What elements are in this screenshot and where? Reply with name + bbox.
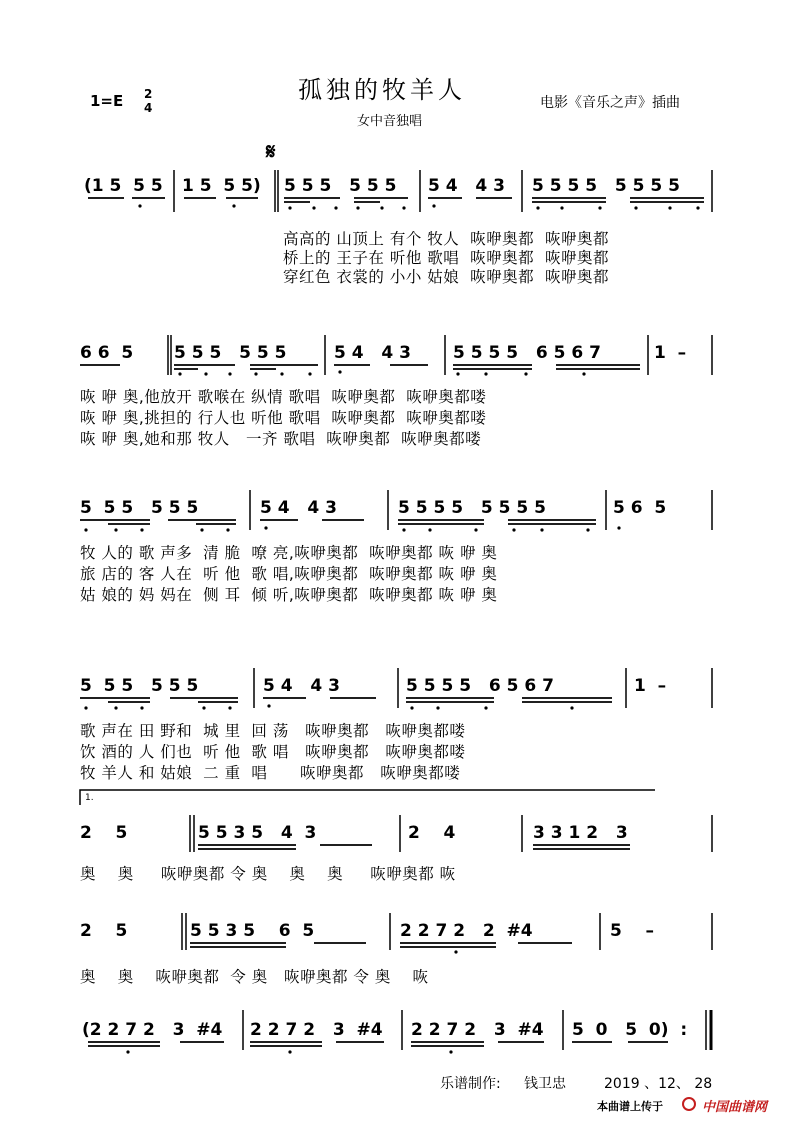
notes-s5-m1: 5 5 3 5 4 3 xyxy=(198,823,317,843)
notes-s4-m1: 5 4 4 3 xyxy=(263,676,340,696)
meter-denominator: 4 xyxy=(144,101,153,115)
notes-s2-m0: 6 6 5 xyxy=(80,343,134,363)
date: 2019 、12、 28 xyxy=(604,1076,713,1092)
notes-s5-m3: 3 3 1 2 3 xyxy=(533,823,628,843)
lyric-s2-v2: 咴 咿 奥,挑担的 行人也 听他 歌唱 咴咿奥都 咴咿奥都喽 xyxy=(80,409,487,427)
notes-s6-m3: 5 – xyxy=(610,921,655,941)
meter-numerator: 2 xyxy=(144,87,153,101)
notes-s2-m1: 5 5 5 5 5 5 xyxy=(174,343,287,363)
lyric-s6: 奥 奥 咴咿奥都 令 奥 咴咿奥都 令 奥 咴 xyxy=(80,968,429,986)
octave-dots xyxy=(84,204,699,1053)
notes-s7-m1: 2 2 7 2 3 #4 xyxy=(250,1020,383,1040)
notes-s7-m0: (2 2 7 2 3 #4 xyxy=(82,1020,223,1040)
bar-lines xyxy=(80,170,712,1050)
notes-s1-m4: 5 5 5 5 5 5 5 5 xyxy=(532,176,680,196)
notes-s4-m3: 1 – xyxy=(634,676,667,696)
notes-s1-m2: 5 5 5 5 5 5 xyxy=(284,176,397,196)
lyric-s3-v1: 牧 人的 歌 声多 清 脆 嘹 亮,咴咿奥都 咴咿奥都 咴 咿 奥 xyxy=(80,544,498,562)
site-logo-text: 中国曲谱网 xyxy=(702,1100,768,1115)
subtitle: 女中音独唱 xyxy=(357,114,423,129)
notes-s7-m3: 5 0 5 0) : xyxy=(572,1020,688,1040)
source-note: 电影《音乐之声》插曲 xyxy=(540,95,680,111)
lyric-s4-v1: 歌 声在 田 野和 城 里 回 荡 咴咿奥都 咴咿奥都喽 xyxy=(80,722,466,740)
volta-label: 1. xyxy=(85,793,94,803)
beams xyxy=(80,198,704,1046)
notes-s3-m0: 5 5 5 5 5 5 xyxy=(80,498,199,518)
notes-s6-m2: 2 2 7 2 2 #4 xyxy=(400,921,533,941)
notes-s2-m4: 1 – xyxy=(654,343,687,363)
notes-s6-m0: 2 5 xyxy=(80,921,128,941)
notes-s3-m2: 5 5 5 5 5 5 5 5 xyxy=(398,498,546,518)
notes-s1-m3: 5 4 4 3 xyxy=(428,176,505,196)
maker-name: 钱卫忠 xyxy=(524,1076,566,1092)
lyric-s3-v3: 姑 娘的 妈 妈在 侧 耳 倾 听,咴咿奥都 咴咿奥都 咴 咿 奥 xyxy=(80,586,498,604)
notes-s2-m3: 5 5 5 5 6 5 6 7 xyxy=(453,343,601,363)
notes-s1-m1: 1 5 5 5) xyxy=(182,176,261,196)
lyric-s1-v2: 桥上的 王子在 听他 歌唱 咴咿奥都 咴咿奥都 xyxy=(283,249,609,267)
lyric-s2-v3: 咴 咿 奥,她和那 牧人 一齐 歌唱 咴咿奥都 咴咿奥都喽 xyxy=(80,430,482,448)
lyric-s3-v2: 旅 店的 客 人在 听 他 歌 唱,咴咿奥都 咴咿奥都 咴 咿 奥 xyxy=(80,565,498,583)
maker-label: 乐谱制作: xyxy=(440,1076,501,1092)
lyric-s4-v3: 牧 羊人 和 姑娘 二 重 唱 咴咿奥都 咴咿奥都喽 xyxy=(80,764,461,782)
song-title: 孤独的牧羊人 xyxy=(298,76,466,104)
key-signature: 1=E xyxy=(90,92,124,110)
lyric-s4-v2: 饮 酒的 人 们也 听 他 歌 唱 咴咿奥都 咴咿奥都喽 xyxy=(80,743,466,761)
lyric-s5: 奥 奥 咴咿奥都 令 奥 奥 奥 咴咿奥都 咴 xyxy=(80,865,456,883)
notes-s4-m0: 5 5 5 5 5 5 xyxy=(80,676,199,696)
lyric-s1-v3: 穿红色 衣裳的 小小 姑娘 咴咿奥都 咴咿奥都 xyxy=(283,268,609,286)
segno-icon: 𝄋 xyxy=(266,140,276,165)
notes-s5-m2: 2 4 xyxy=(408,823,456,843)
notes-s5-m0: 2 5 xyxy=(80,823,128,843)
lyric-s2-v1: 咴 咿 奥,他放开 歌喉在 纵情 歌唱 咴咿奥都 咴咿奥都喽 xyxy=(80,388,487,406)
notes-s1-m0: (1 5 5 5 xyxy=(84,176,163,196)
upload-credit: 本曲谱上传于 xyxy=(597,1100,663,1113)
notes-s4-m2: 5 5 5 5 6 5 6 7 xyxy=(406,676,554,696)
notes-s3-m3: 5 6 5 xyxy=(613,498,667,518)
lyric-s1-v1: 高高的 山顶上 有个 牧人 咴咿奥都 咴咿奥都 xyxy=(283,230,609,248)
notes-s2-m2: 5 4 4 3 xyxy=(334,343,411,363)
notes-s3-m1: 5 4 4 3 xyxy=(260,498,337,518)
notes-s7-m2: 2 2 7 2 3 #4 xyxy=(411,1020,544,1040)
notes-s6-m1: 5 5 3 5 6 5 xyxy=(190,921,315,941)
